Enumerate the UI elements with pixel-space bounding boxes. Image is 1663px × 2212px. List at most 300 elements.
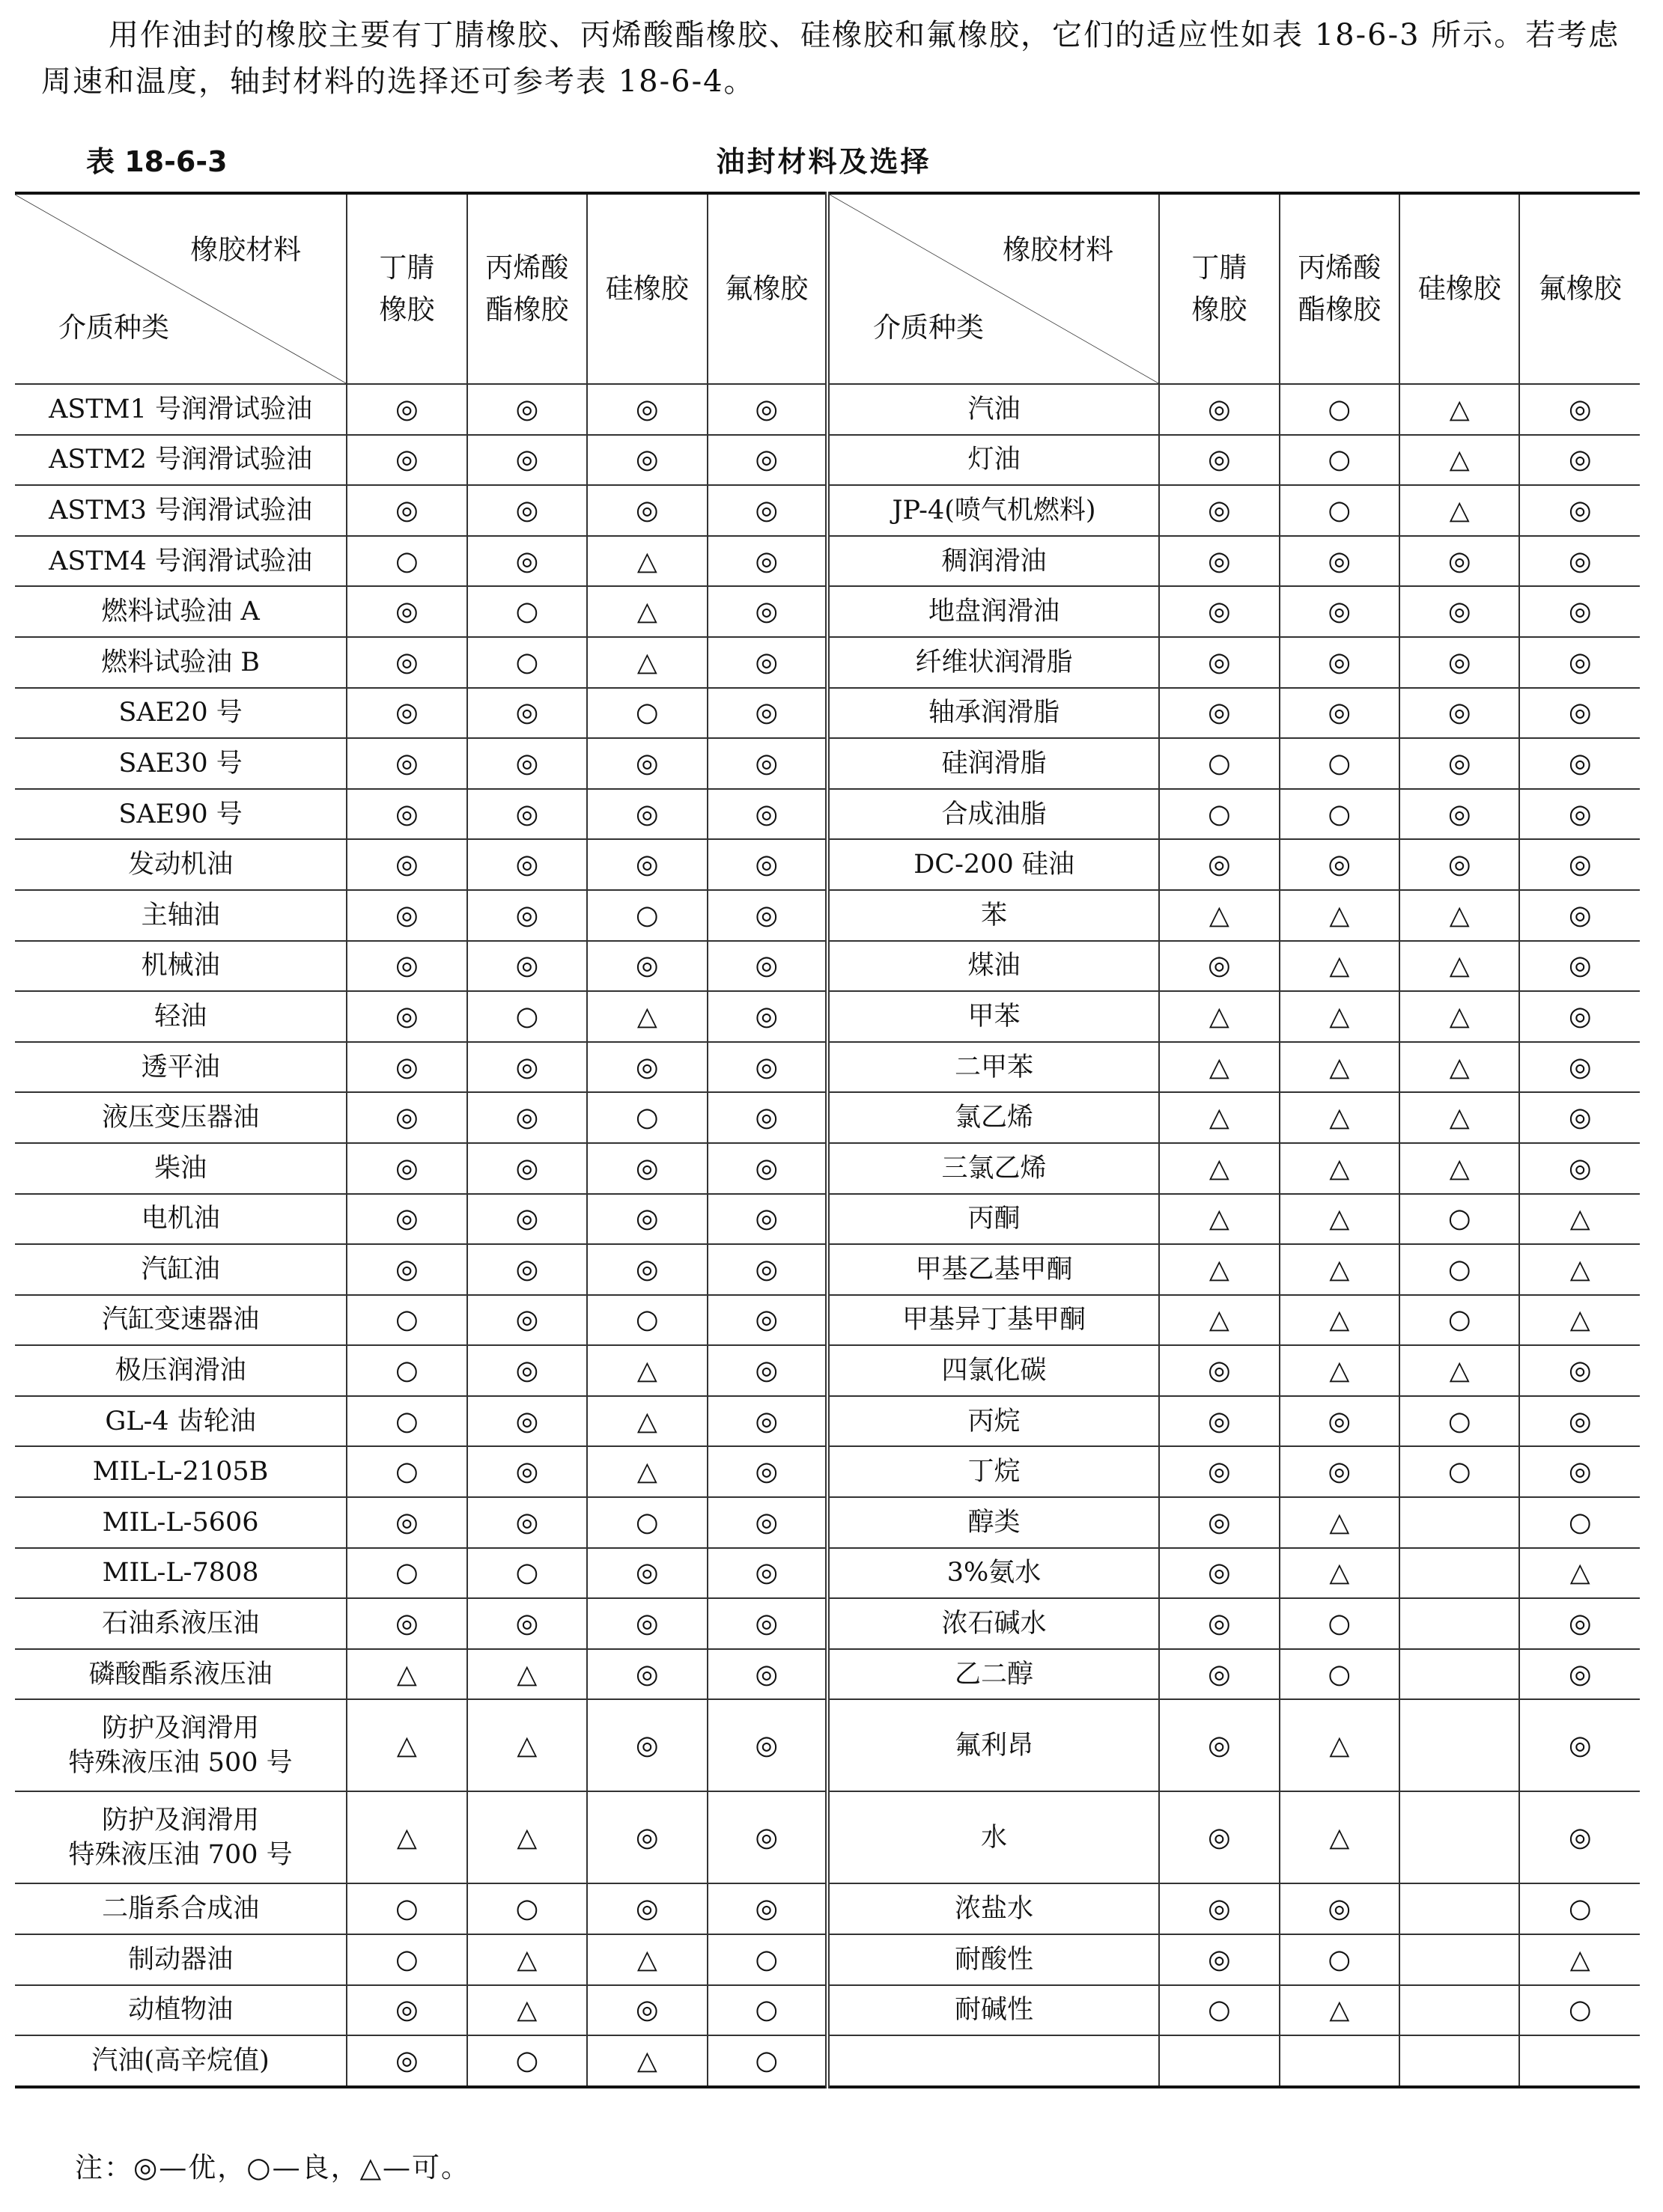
rating-cell: ◎ bbox=[347, 2035, 466, 2087]
rating-cell: ◎ bbox=[467, 941, 587, 992]
rating-cell: ◎ bbox=[1519, 789, 1640, 840]
table-row bbox=[15, 1396, 1640, 1447]
rating-cell: △ bbox=[1280, 1244, 1399, 1295]
rating-cell: ◎ bbox=[708, 1791, 827, 1883]
medium-name-cell: 丙烷 bbox=[827, 1396, 1159, 1447]
rating-cell: ○ bbox=[587, 1295, 707, 1346]
rating-cell: ◎ bbox=[587, 1548, 707, 1599]
rating-cell: △ bbox=[1159, 1042, 1279, 1093]
rating-cell: △ bbox=[1519, 1295, 1640, 1346]
medium-name-cell: 防护及润滑用 特殊液压油 700 号 bbox=[15, 1791, 347, 1883]
rating-cell: ○ bbox=[587, 1092, 707, 1143]
rating-cell: △ bbox=[587, 1345, 707, 1396]
table-row bbox=[15, 1143, 1640, 1194]
table-row bbox=[15, 1598, 1640, 1649]
rating-cell: ◎ bbox=[347, 586, 466, 637]
rating-cell: ◎ bbox=[1519, 738, 1640, 789]
table-row bbox=[15, 688, 1640, 739]
rating-cell: ○ bbox=[1280, 485, 1399, 536]
medium-name-cell: 耐酸性 bbox=[827, 1934, 1159, 1985]
rating-cell: ◎ bbox=[1280, 1883, 1399, 1934]
rating-cell: ◎ bbox=[347, 1042, 466, 1093]
rating-cell: △ bbox=[1280, 1497, 1399, 1548]
rating-cell: ◎ bbox=[708, 1497, 827, 1548]
rating-cell: ◎ bbox=[1159, 586, 1279, 637]
rating-cell: ◎ bbox=[708, 688, 827, 739]
rating-cell: ◎ bbox=[1399, 688, 1519, 739]
rating-cell: △ bbox=[1280, 1092, 1399, 1143]
rating-cell: ◎ bbox=[708, 1446, 827, 1497]
medium-name-cell: 乙二醇 bbox=[827, 1649, 1159, 1700]
rating-cell: ○ bbox=[1280, 1649, 1399, 1700]
rating-cell: ◎ bbox=[1159, 839, 1279, 890]
table-row bbox=[15, 1548, 1640, 1599]
table-row bbox=[15, 1649, 1640, 1700]
header-material: 丁腈 橡胶 bbox=[1159, 193, 1279, 384]
rating-cell: ◎ bbox=[1159, 1699, 1279, 1791]
rating-cell: ◎ bbox=[347, 738, 466, 789]
rating-cell: △ bbox=[587, 1934, 707, 1985]
rating-cell: △ bbox=[587, 536, 707, 587]
table-row bbox=[15, 890, 1640, 941]
intro-paragraph: 用作油封的橡胶主要有丁腈橡胶、丙烯酸酯橡胶、硅橡胶和氟橡胶，它们的适应性如表 18-6-3 所示。若考虑周速和温度，轴封材料的选择还可参考表 18-6-4。 bbox=[41, 18, 1620, 99]
medium-name-cell: 四氯化碳 bbox=[827, 1345, 1159, 1396]
rating-cell: ◎ bbox=[1399, 789, 1519, 840]
rating-cell: ○ bbox=[1399, 1244, 1519, 1295]
rating-cell: ◎ bbox=[587, 789, 707, 840]
rating-cell: ◎ bbox=[467, 384, 587, 435]
rating-cell: ○ bbox=[347, 536, 466, 587]
medium-name-cell: JP-4(喷气机燃料) bbox=[827, 485, 1159, 536]
medium-name-cell: 纤维状润滑脂 bbox=[827, 637, 1159, 688]
rating-cell: ◎ bbox=[1399, 738, 1519, 789]
rating-cell: ○ bbox=[347, 1446, 466, 1497]
rating-cell: ◎ bbox=[347, 485, 466, 536]
rating-cell: ◎ bbox=[1159, 1883, 1279, 1934]
rating-cell: ◎ bbox=[347, 839, 466, 890]
rating-cell: ○ bbox=[1159, 1985, 1279, 2036]
header-row bbox=[15, 193, 1640, 384]
medium-name-cell: SAE20 号 bbox=[15, 688, 347, 739]
rating-cell: ◎ bbox=[587, 485, 707, 536]
table-row bbox=[15, 637, 1640, 688]
rating-cell: ◎ bbox=[1519, 941, 1640, 992]
rating-cell: ◎ bbox=[708, 941, 827, 992]
medium-name-cell: 甲基异丁基甲酮 bbox=[827, 1295, 1159, 1346]
rating-cell: ◎ bbox=[1159, 384, 1279, 435]
rating-cell: ○ bbox=[467, 991, 587, 1042]
rating-cell: ◎ bbox=[1159, 1396, 1279, 1447]
table-row bbox=[15, 1699, 1640, 1791]
rating-cell: ◎ bbox=[467, 688, 587, 739]
rating-cell: △ bbox=[467, 1699, 587, 1791]
rating-cell: ◎ bbox=[467, 839, 587, 890]
rating-cell: ○ bbox=[347, 1934, 466, 1985]
rating-cell bbox=[1280, 2035, 1399, 2087]
rating-cell: ○ bbox=[347, 1396, 466, 1447]
rating-cell: ◎ bbox=[1519, 435, 1640, 486]
rating-cell: ◎ bbox=[467, 1092, 587, 1143]
rating-cell: ◎ bbox=[708, 1883, 827, 1934]
rating-cell: △ bbox=[1280, 1548, 1399, 1599]
table-row bbox=[15, 1345, 1640, 1396]
rating-cell: △ bbox=[1280, 1295, 1399, 1346]
rating-cell: ◎ bbox=[1280, 1396, 1399, 1447]
diagonal-line bbox=[830, 195, 1158, 383]
rating-cell: ◎ bbox=[708, 1345, 827, 1396]
medium-name-cell: MIL-L-2105B bbox=[15, 1446, 347, 1497]
rating-cell: △ bbox=[1399, 1143, 1519, 1194]
rating-cell: △ bbox=[1399, 485, 1519, 536]
rating-cell: ◎ bbox=[1519, 688, 1640, 739]
header-material: 氟橡胶 bbox=[1519, 193, 1640, 384]
rating-cell: △ bbox=[347, 1791, 466, 1883]
rating-cell: △ bbox=[1280, 1194, 1399, 1245]
rating-cell: ○ bbox=[1280, 435, 1399, 486]
rating-cell: ◎ bbox=[708, 1042, 827, 1093]
rating-cell: △ bbox=[1519, 1244, 1640, 1295]
rating-cell: △ bbox=[347, 1649, 466, 1700]
rating-cell: ○ bbox=[1399, 1295, 1519, 1346]
rating-cell: ○ bbox=[467, 1548, 587, 1599]
rating-cell: ◎ bbox=[467, 1497, 587, 1548]
rating-cell: ◎ bbox=[347, 1143, 466, 1194]
rating-cell: ○ bbox=[467, 2035, 587, 2087]
medium-name-cell: 二甲苯 bbox=[827, 1042, 1159, 1093]
table-row bbox=[15, 1446, 1640, 1497]
rating-cell bbox=[1399, 1699, 1519, 1791]
rating-cell: ◎ bbox=[587, 1042, 707, 1093]
rating-cell: ◎ bbox=[467, 1396, 587, 1447]
rating-cell: ○ bbox=[587, 1497, 707, 1548]
rating-cell: ◎ bbox=[1159, 536, 1279, 587]
rating-cell: ◎ bbox=[708, 637, 827, 688]
rating-cell: ◎ bbox=[587, 1699, 707, 1791]
rating-cell: ◎ bbox=[587, 1883, 707, 1934]
rating-cell bbox=[1159, 2035, 1279, 2087]
header-material: 丁腈 橡胶 bbox=[347, 193, 466, 384]
medium-name-cell: 三氯乙烯 bbox=[827, 1143, 1159, 1194]
table-row bbox=[15, 1042, 1640, 1093]
rating-cell: ◎ bbox=[347, 890, 466, 941]
medium-name-cell: 甲苯 bbox=[827, 991, 1159, 1042]
rating-cell: ◎ bbox=[347, 789, 466, 840]
rating-cell: ◎ bbox=[708, 384, 827, 435]
medium-name-cell: 稠润滑油 bbox=[827, 536, 1159, 587]
medium-name-cell: 苯 bbox=[827, 890, 1159, 941]
rating-cell bbox=[1399, 1791, 1519, 1883]
medium-name-cell: 动植物油 bbox=[15, 1985, 347, 2036]
medium-name-cell: 甲基乙基甲酮 bbox=[827, 1244, 1159, 1295]
rating-cell: ○ bbox=[1519, 1497, 1640, 1548]
medium-name-cell: 3%氨水 bbox=[827, 1548, 1159, 1599]
rating-cell: ○ bbox=[467, 1883, 587, 1934]
rating-cell: ○ bbox=[467, 637, 587, 688]
rating-cell: ◎ bbox=[587, 839, 707, 890]
medium-name-cell: 汽油 bbox=[827, 384, 1159, 435]
table-row bbox=[15, 384, 1640, 435]
rating-cell: ○ bbox=[1280, 1934, 1399, 1985]
medium-name-cell: 煤油 bbox=[827, 941, 1159, 992]
rating-cell: △ bbox=[1280, 1699, 1399, 1791]
medium-name-cell: 耐碱性 bbox=[827, 1985, 1159, 2036]
seal-material-table bbox=[15, 192, 1640, 2088]
rating-cell: ◎ bbox=[708, 1699, 827, 1791]
rating-cell: ◎ bbox=[1399, 839, 1519, 890]
rating-cell: △ bbox=[1159, 890, 1279, 941]
medium-name-cell: 硅润滑脂 bbox=[827, 738, 1159, 789]
rating-cell: ◎ bbox=[347, 1598, 466, 1649]
rating-cell: ◎ bbox=[1280, 688, 1399, 739]
table-row bbox=[15, 991, 1640, 1042]
rating-cell: ◎ bbox=[587, 738, 707, 789]
rating-cell: △ bbox=[1159, 1194, 1279, 1245]
table-row bbox=[15, 1791, 1640, 1883]
rating-cell: ○ bbox=[1519, 1883, 1640, 1934]
medium-name-cell: 地盘润滑油 bbox=[827, 586, 1159, 637]
rating-cell: ○ bbox=[1280, 1598, 1399, 1649]
medium-name-cell: 主轴油 bbox=[15, 890, 347, 941]
rating-cell: △ bbox=[1399, 941, 1519, 992]
rating-cell: ◎ bbox=[1280, 1446, 1399, 1497]
table-row bbox=[15, 1092, 1640, 1143]
medium-name-cell: 汽油(高辛烷值) bbox=[15, 2035, 347, 2087]
medium-name-cell: 灯油 bbox=[827, 435, 1159, 486]
header-material: 硅橡胶 bbox=[587, 193, 707, 384]
medium-name-cell: DC-200 硅油 bbox=[827, 839, 1159, 890]
rating-cell: △ bbox=[1159, 1092, 1279, 1143]
rating-cell: ◎ bbox=[1159, 1548, 1279, 1599]
rating-cell: ◎ bbox=[1159, 1497, 1279, 1548]
rating-cell: ◎ bbox=[1519, 1446, 1640, 1497]
rating-cell: △ bbox=[1399, 384, 1519, 435]
table-row bbox=[15, 1934, 1640, 1985]
rating-cell: ◎ bbox=[1159, 1934, 1279, 1985]
medium-name-cell: 制动器油 bbox=[15, 1934, 347, 1985]
rating-cell: ◎ bbox=[467, 1042, 587, 1093]
rating-cell: ◎ bbox=[1399, 586, 1519, 637]
medium-name-cell: 电机油 bbox=[15, 1194, 347, 1245]
table-row bbox=[15, 1194, 1640, 1245]
rating-cell: △ bbox=[1399, 1092, 1519, 1143]
medium-name-cell: 丁烷 bbox=[827, 1446, 1159, 1497]
table-caption bbox=[0, 141, 1663, 183]
rating-cell: ◎ bbox=[587, 435, 707, 486]
medium-name-cell: 氟利昂 bbox=[827, 1699, 1159, 1791]
rating-cell: ◎ bbox=[1519, 1791, 1640, 1883]
rating-cell bbox=[1399, 1497, 1519, 1548]
rating-cell: ◎ bbox=[708, 1092, 827, 1143]
header-material: 硅橡胶 bbox=[1399, 193, 1519, 384]
medium-name-cell: 透平油 bbox=[15, 1042, 347, 1093]
rating-cell: ◎ bbox=[1519, 1396, 1640, 1447]
medium-name-cell: 发动机油 bbox=[15, 839, 347, 890]
rating-cell: ◎ bbox=[1159, 1345, 1279, 1396]
medium-name-cell: MIL-L-7808 bbox=[15, 1548, 347, 1599]
medium-name-cell: ASTM4 号润滑试验油 bbox=[15, 536, 347, 587]
rating-cell: ◎ bbox=[1399, 536, 1519, 587]
rating-cell: ○ bbox=[1280, 789, 1399, 840]
table-row bbox=[15, 536, 1640, 587]
medium-name-cell: 液压变压器油 bbox=[15, 1092, 347, 1143]
medium-name-cell: 轻油 bbox=[15, 991, 347, 1042]
rating-cell: ◎ bbox=[1519, 1649, 1640, 1700]
rating-cell: ◎ bbox=[1159, 637, 1279, 688]
rating-cell: △ bbox=[1159, 1143, 1279, 1194]
rating-cell: △ bbox=[1159, 1244, 1279, 1295]
rating-cell bbox=[1399, 1985, 1519, 2036]
rating-cell bbox=[1399, 2035, 1519, 2087]
rating-cell: ○ bbox=[1399, 1396, 1519, 1447]
rating-cell: ◎ bbox=[347, 941, 466, 992]
rating-cell: ◎ bbox=[708, 890, 827, 941]
rating-cell: ◎ bbox=[347, 384, 466, 435]
rating-cell: ◎ bbox=[1519, 637, 1640, 688]
rating-cell: △ bbox=[587, 2035, 707, 2087]
rating-cell: ◎ bbox=[1519, 1042, 1640, 1093]
rating-cell: △ bbox=[467, 1649, 587, 1700]
table-row bbox=[15, 1244, 1640, 1295]
rating-cell: ○ bbox=[347, 1345, 466, 1396]
table-row bbox=[15, 1497, 1640, 1548]
rating-cell: ◎ bbox=[587, 1985, 707, 2036]
rating-cell bbox=[1399, 1883, 1519, 1934]
medium-name-cell: 氯乙烯 bbox=[827, 1092, 1159, 1143]
rating-cell: ◎ bbox=[708, 1295, 827, 1346]
rating-cell: △ bbox=[1280, 1042, 1399, 1093]
rating-cell: ◎ bbox=[1159, 1598, 1279, 1649]
rating-cell: △ bbox=[1280, 941, 1399, 992]
rating-cell: ◎ bbox=[347, 991, 466, 1042]
rating-cell: ◎ bbox=[587, 941, 707, 992]
rating-cell: ◎ bbox=[708, 1598, 827, 1649]
rating-cell: ◎ bbox=[467, 536, 587, 587]
rating-cell: ◎ bbox=[347, 1244, 466, 1295]
rating-cell: ○ bbox=[1159, 789, 1279, 840]
rating-cell: ◎ bbox=[708, 1143, 827, 1194]
medium-name-cell: GL-4 齿轮油 bbox=[15, 1396, 347, 1447]
rating-cell: △ bbox=[467, 1791, 587, 1883]
rating-cell: △ bbox=[1280, 1143, 1399, 1194]
rating-cell: ◎ bbox=[1519, 1699, 1640, 1791]
rating-cell: ◎ bbox=[587, 1194, 707, 1245]
rating-cell: ◎ bbox=[1399, 637, 1519, 688]
rating-cell: ◎ bbox=[467, 1194, 587, 1245]
rating-cell: ◎ bbox=[708, 1244, 827, 1295]
medium-name-cell: ASTM1 号润滑试验油 bbox=[15, 384, 347, 435]
table-row bbox=[15, 738, 1640, 789]
medium-name-cell: 极压润滑油 bbox=[15, 1345, 347, 1396]
rating-cell: ◎ bbox=[467, 435, 587, 486]
rating-cell: ○ bbox=[347, 1295, 466, 1346]
rating-cell: ○ bbox=[1399, 1194, 1519, 1245]
header-material: 丙烯酸 酯橡胶 bbox=[467, 193, 587, 384]
rating-cell: ○ bbox=[1280, 384, 1399, 435]
table-number: 表 18-6-3 bbox=[86, 145, 228, 178]
medium-name-cell bbox=[827, 2035, 1159, 2087]
rating-cell: △ bbox=[347, 1699, 466, 1791]
medium-name-cell: 汽缸变速器油 bbox=[15, 1295, 347, 1346]
header-material-label: 橡胶材料 bbox=[1003, 234, 1114, 266]
rating-cell: △ bbox=[1519, 1194, 1640, 1245]
rating-cell: ◎ bbox=[467, 485, 587, 536]
medium-name-cell: ASTM2 号润滑试验油 bbox=[15, 435, 347, 486]
rating-cell: ◎ bbox=[708, 435, 827, 486]
rating-cell: ○ bbox=[708, 1934, 827, 1985]
medium-name-cell: MIL-L-5606 bbox=[15, 1497, 347, 1548]
rating-cell: ○ bbox=[1159, 738, 1279, 789]
rating-cell: ◎ bbox=[1519, 586, 1640, 637]
rating-cell: ○ bbox=[708, 1985, 827, 2036]
medium-name-cell: 机械油 bbox=[15, 941, 347, 992]
table-row bbox=[15, 586, 1640, 637]
table-row bbox=[15, 839, 1640, 890]
rating-cell: ◎ bbox=[587, 384, 707, 435]
rating-cell bbox=[1399, 1548, 1519, 1599]
rating-cell: △ bbox=[587, 991, 707, 1042]
rating-cell: △ bbox=[1399, 991, 1519, 1042]
rating-cell: △ bbox=[1399, 890, 1519, 941]
rating-cell: ◎ bbox=[467, 1295, 587, 1346]
table-row bbox=[15, 1883, 1640, 1934]
table-row bbox=[15, 789, 1640, 840]
table-row bbox=[15, 941, 1640, 992]
rating-cell: ◎ bbox=[1519, 485, 1640, 536]
rating-cell: △ bbox=[1519, 1934, 1640, 1985]
rating-cell: ◎ bbox=[708, 536, 827, 587]
rating-cell: ◎ bbox=[587, 1791, 707, 1883]
rating-cell: △ bbox=[1280, 991, 1399, 1042]
rating-cell: △ bbox=[1280, 1345, 1399, 1396]
rating-cell: ◎ bbox=[1519, 991, 1640, 1042]
rating-cell: ◎ bbox=[708, 991, 827, 1042]
rating-cell: ◎ bbox=[1519, 1598, 1640, 1649]
rating-cell bbox=[1399, 1649, 1519, 1700]
header-medium-label: 介质种类 bbox=[58, 311, 169, 344]
rating-cell: ◎ bbox=[708, 1194, 827, 1245]
medium-name-cell: ASTM3 号润滑试验油 bbox=[15, 485, 347, 536]
rating-cell: ◎ bbox=[708, 1396, 827, 1447]
table-row bbox=[15, 1295, 1640, 1346]
rating-cell: ◎ bbox=[467, 1446, 587, 1497]
rating-cell bbox=[1399, 1934, 1519, 1985]
rating-cell: △ bbox=[1399, 1042, 1519, 1093]
rating-cell: △ bbox=[1519, 1548, 1640, 1599]
rating-cell: ◎ bbox=[467, 789, 587, 840]
rating-cell: ◎ bbox=[1519, 536, 1640, 587]
rating-cell: ◎ bbox=[708, 1548, 827, 1599]
rating-cell: ○ bbox=[1399, 1446, 1519, 1497]
medium-name-cell: 醇类 bbox=[827, 1497, 1159, 1548]
rating-cell: ◎ bbox=[708, 789, 827, 840]
rating-cell: ◎ bbox=[587, 1598, 707, 1649]
rating-cell: ◎ bbox=[1280, 839, 1399, 890]
rating-cell: ◎ bbox=[347, 435, 466, 486]
diagonal-header-cell bbox=[827, 193, 1159, 384]
rating-cell: ◎ bbox=[1519, 1143, 1640, 1194]
rating-cell: ○ bbox=[347, 1883, 466, 1934]
rating-cell: ◎ bbox=[1159, 485, 1279, 536]
rating-cell: ◎ bbox=[1159, 941, 1279, 992]
medium-name-cell: 轴承润滑脂 bbox=[827, 688, 1159, 739]
rating-cell: △ bbox=[1399, 435, 1519, 486]
medium-name-cell: 燃料试验油 A bbox=[15, 586, 347, 637]
table-row bbox=[15, 2035, 1640, 2087]
rating-cell: ◎ bbox=[708, 1649, 827, 1700]
medium-name-cell: SAE30 号 bbox=[15, 738, 347, 789]
medium-name-cell: 二脂系合成油 bbox=[15, 1883, 347, 1934]
medium-name-cell: 磷酸酯系液压油 bbox=[15, 1649, 347, 1700]
